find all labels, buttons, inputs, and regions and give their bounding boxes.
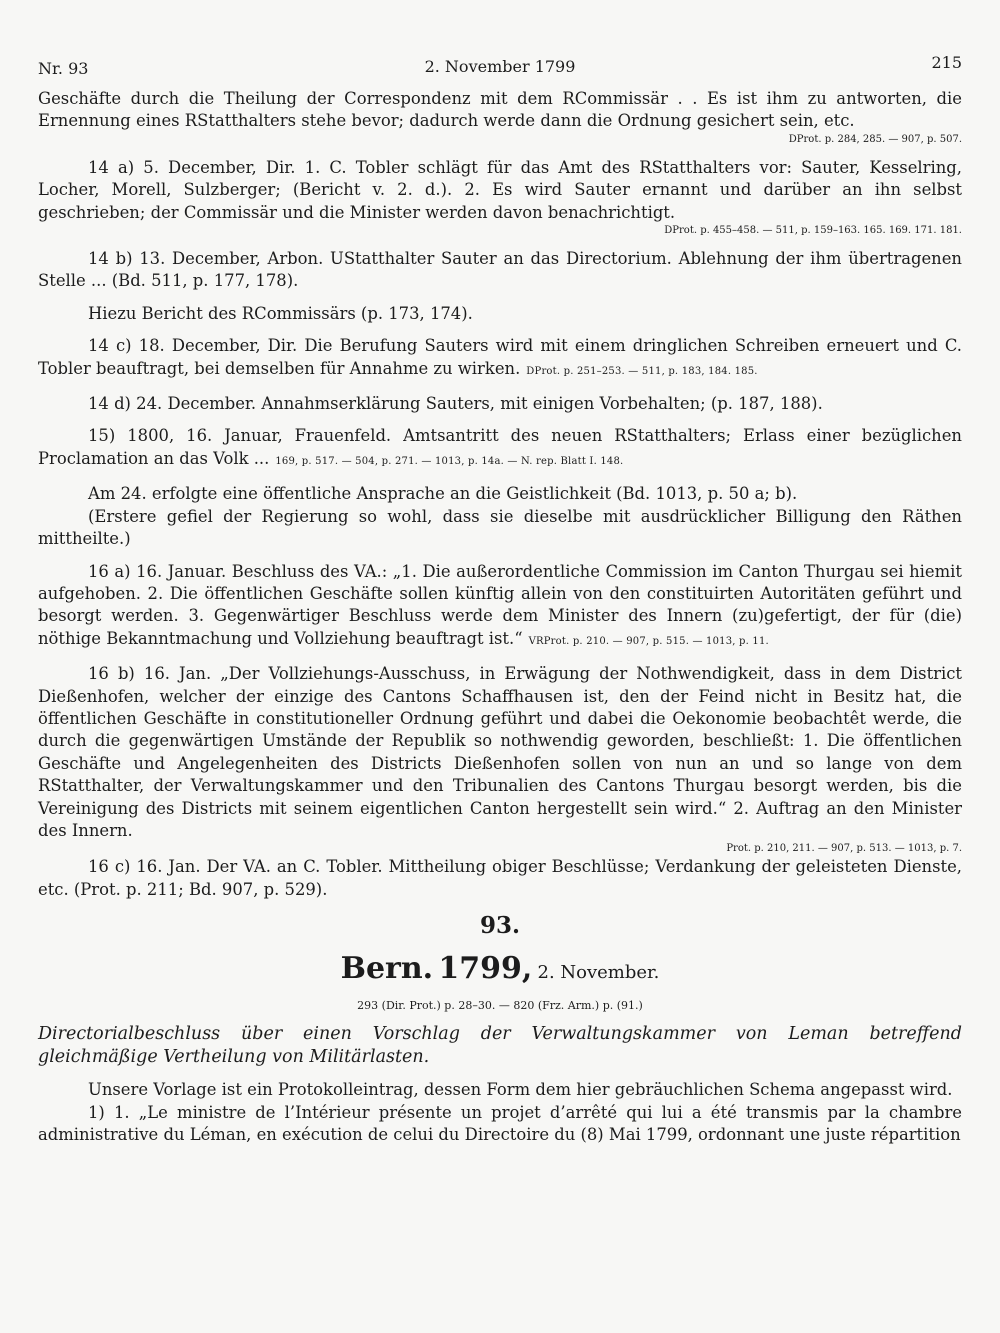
running-header [38, 52, 962, 88]
paragraph-text: 14 b) 13. December, Arbon. UStatthalter Sauter an das Directorium. Ablehnung der ihm übertragenen Stelle ... (Bd. 511, p. 177, 178). [38, 249, 962, 291]
source-reference: DProt. p. 251–253. — 511, p. 183, 184. 185. [526, 365, 758, 377]
paragraph-text: 14 a) 5. December, Dir. 1. C. Tobler schlägt für das Amt des RStatthalters vor: Sauter, Kesselring, Locher, Morell, Sulzberger; (Bericht v. 2. d.). 2. Es wird Sauter ernannt und darüber an ihn selbst geschrieben; der Commissär und die Minister werden davon benachrichtigt. [38, 157, 962, 222]
paragraph-14c [38, 335, 962, 383]
paragraph-text: (Erstere gefiel der Regierung so wohl, dass sie dieselbe mit ausdrücklicher Billigung den Räthen mittheilte.) [38, 506, 962, 549]
document-place: Bern. [340, 951, 434, 987]
paragraph-text: Hiezu Bericht des RCommissärs (p. 173, 174). [88, 303, 473, 323]
paragraph-hiezu [38, 303, 962, 325]
paragraph-text: 16 c) 16. Jan. Der VA. an C. Tobler. Mittheilung obiger Beschlüsse; Verdankung der geleisteten Dienste, etc. (Prot. p. 211; Bd. 907, p. 529). [38, 857, 962, 899]
source-reference: DProt. p. 455–458. — 511, p. 159–163. 165. 169. 171. 181. [664, 225, 962, 237]
document-title: Directorialbeschluss über einen Vorschlag der Verwaltungskammer von Leman betreffend gleichmäßige Vertheilung von Militärlasten. [38, 1024, 962, 1068]
page-number: 215 [931, 53, 962, 72]
paragraph-text: 16 a) 16. Januar. Beschluss des VA.: „1. Die außerordentliche Commission im Canton Thurgau sei hiemit aufgehoben. 2. Die öffentlichen Geschäfte sollen künftig allein von den constituirten Autoritäten geführt und besorgt werden. 3. Gegenwärtiger Beschluss werde dem Minister des Innern (zu)gefertigt, der für (die) nöthige Bekanntmachung und Vollziehung beauftragt ist.“ [38, 561, 962, 648]
source-reference: VRProt. p. 210. — 907, p. 515. — 1013, p. 11. [528, 635, 769, 647]
source-reference: 169, p. 517. — 504, p. 271. — 1013, p. 14a. — N. rep. Blatt I. 148. [275, 455, 624, 467]
document-year: 1799, [438, 951, 533, 987]
paragraph-16a [38, 561, 962, 654]
paragraph-16c [38, 856, 962, 901]
paragraph-14b [38, 248, 962, 293]
document-number: 93. [479, 912, 520, 940]
paragraph-text: 16 b) 16. Jan. „Der Vollziehungs-Ausschuss, in Erwägung der Nothwendigkeit, dass in dem District Dießenhofen, welcher der einzige des Cantons Schaffhausen ist, den der Feind nicht in Besitz hat, die öffentlichen Geschäfte in constitutioneller Ordnung geführt und dabei die Oekonomie beobachtêt werde, die durch die gegenwärtigen Umstände der Republik so nothwendig geworden, beschließt: 1. Die öffentlichen Geschäfte und Angelegenheiten des Districts Dießenhofen sollen von nun an und so lange von dem RStatthalter, der Verwaltungskammer und den Tribunalien des Cantons Thurgau besorgt werden, bis die Vereinigung des Districts mit seinem eigentlichen Canton hergestellt sein wird.“ 2. Auftrag an den Minister des Innern. [38, 664, 962, 840]
document-date: 2. November. [537, 962, 660, 984]
document-dateline [38, 951, 962, 991]
paragraph-text: 14 c) 18. December, Dir. Die Berufung Sauters wird mit einem dringlichen Schreiben erneuert und C. Tobler beauftragt, bei demselben für Annahme zu wirken. [38, 336, 962, 378]
paragraph-am-24 [38, 483, 962, 505]
paragraph-text: Geschäfte durch die Theilung der Correspondenz mit dem RCommissär . . Es ist ihm zu antworten, die Ernennung eines RStatthalters stehe bevor; dadurch werde dann die Ordnung gesichert sein, etc. [38, 89, 962, 131]
paragraph-text: 15) 1800, 16. Januar, Frauenfeld. Amtsantritt des neuen RStatthalters; Erlass einer bezüglichen Proclamation an das Volk ... [38, 426, 962, 468]
paragraph-erstere [38, 506, 962, 551]
paragraph-15 [38, 425, 962, 473]
paragraph-text: 14 d) 24. December. Annahmserklärung Sauters, mit einigen Vorbehalten; (p. 187, 188). [88, 394, 823, 414]
document-intro: Unsere Vorlage ist ein Protokolleintrag, dessen Form dem hier gebräuchlichen Schema angepasst wird. [88, 1080, 953, 1100]
document-body: 1) 1. „Le ministre de l’Intérieur présente un projet d’arrêté qui lui a été transmis par la chambre administrative du Léman, en exécution de celui du Directoire du (8) Mai 1799, ordonnant une juste répartition [38, 1102, 962, 1144]
paragraph-text: Am 24. erfolgte eine öffentliche Ansprache an die Geistlichkeit (Bd. 1013, p. 50 a; b). [88, 484, 798, 504]
header-date: 2. November 1799 [424, 57, 576, 76]
header-entry-number: Nr. 93 [38, 59, 89, 78]
paragraph-14a [38, 157, 962, 224]
archive-reference: 293 (Dir. Prot.) p. 28–30. — 820 (Frz. Arm.) p. (91.) [357, 999, 643, 1013]
document-page [38, 52, 962, 1146]
paragraph-14d [38, 393, 962, 415]
paragraph-16b [38, 663, 962, 842]
source-reference: DProt. p. 284, 285. — 907, p. 507. [788, 133, 962, 145]
source-reference: Prot. p. 210, 211. — 907, p. 513. — 1013, p. 7. [726, 843, 962, 855]
paragraph-continuation [38, 88, 962, 133]
